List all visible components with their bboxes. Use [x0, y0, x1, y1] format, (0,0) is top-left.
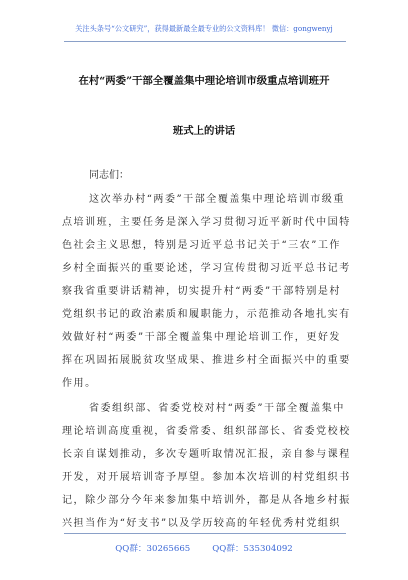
- body-line: 乡村全面振兴的重要论述，学习宣传贯彻习近平总书记考: [62, 263, 351, 274]
- body-line: 察我省重要讲话精神，切实提升村“两委”干部特别是村: [62, 286, 341, 297]
- body-line: 挥在巩固拓展脱贫攻坚成果、推进乡村全面振兴中的重要: [62, 355, 351, 366]
- body-line: 理论培训高度重视，省委常委、组织部部长、省委党校校: [62, 426, 351, 437]
- header-divider: [64, 41, 346, 42]
- body-line: 党组织书记的政治素质和履职能力，示范推动各地扎实有: [62, 309, 351, 320]
- body-line: 开发，对开展培训寄予厚望。参加本次培训的村党组织书: [62, 472, 351, 483]
- footer-divider: [64, 533, 346, 534]
- document-title-line-1: 在村“两委”干部全覆盖集中理论培训市级重点培训班开: [78, 75, 330, 87]
- body-line: 色社会主义思想，特别是习近平总书记关于“三农”工作: [62, 240, 341, 251]
- body-line: 作用。: [62, 378, 97, 389]
- promo-header: 关注头条号“公文研究”，获得最新最全最专业的公文资料库！ 微信：gongwenyj: [75, 24, 333, 33]
- body-line: 记，除少部分今年来参加集中培训外，都是从各地乡村振: [62, 495, 351, 506]
- body-line: 兴担当作为“好支书”以及学历较高的年轻优秀村党组织: [62, 518, 341, 529]
- qq-group-2: QQ群：535304092: [212, 544, 293, 554]
- body-line: 这次举办村“两委”干部全覆盖集中理论培训市级重: [89, 194, 345, 205]
- qq-group-1: QQ群：30265665: [115, 544, 191, 554]
- salutation: 同志们：: [89, 170, 129, 181]
- document-title-line-2: 班式上的讲话: [172, 125, 236, 137]
- body-line: 长亲自谋划推动，多次专题听取情况汇报，亲自参与课程: [62, 449, 351, 460]
- promo-footer: [0, 542, 408, 554]
- body-line: 效做好村“两委”干部全覆盖集中理论培训工作，更好发: [62, 332, 341, 343]
- body-line: 点培训班，主要任务是深入学习贯彻习近平新时代中国特: [62, 217, 351, 228]
- body-line: 省委组织部、省委党校对村“两委”干部全覆盖集中: [89, 403, 345, 414]
